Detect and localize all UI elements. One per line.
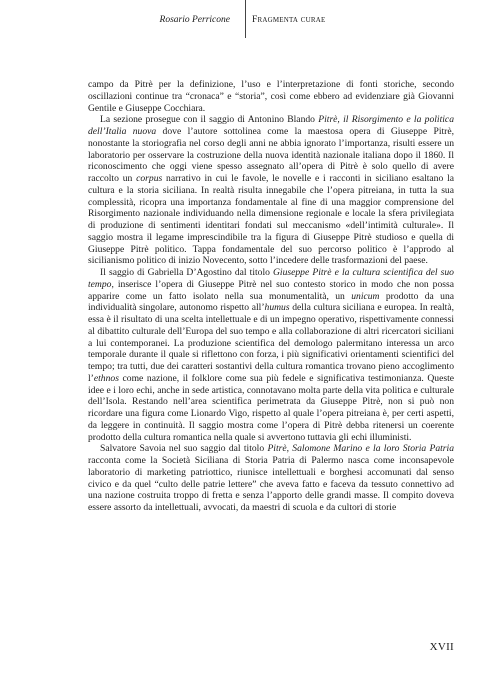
text-run: della cultura siciliana e europea. In realtà, essa è il risultato di una scelta intellettuale e di un impegno operativo, rispettivamente connessi al dibattito culturale dell’Europa del suo tempo e alla collaborazione di altri ricercatori siciliani a lui contemporanei. La produzione scientifica del demologo palermitano interessa un arco temporale durante il quale si riflettono con forza, i più significativi orientamenti scientifici del tempo; tra tutti, due dei caratteri sostantivi della cultura romantica trovano pieno accoglimento l’ [88, 302, 454, 384]
text-run: campo da Pitrè per la definizione, l’uso e l’interpretazione di fonti storiche, secondo oscillazioni continue tra “cronaca” e “storia”, così come ebbero ad evidenziare già Giovanni Gentile e Giuseppe Cocchiara. [88, 79, 454, 114]
header-author: Rosario Perricone [159, 15, 230, 25]
text-run: Il saggio di Gabriella D’Agostino dal titolo [100, 267, 273, 278]
text-run: , inserisce l’opera di Giuseppe Pitrè nel suo contesto storico in modo che non possa apparire come un fatto isolato nella sua monumentalità, un [88, 278, 454, 302]
header-title: Fragmenta curae [252, 15, 326, 25]
page-number: XVII [429, 641, 454, 653]
text-run: narrativo in cui le favole, le novelle e i racconti in siciliano esaltano la cultura e la storia siciliana. In realtà risulta innegabile che l’opera pitreiana, in tutta la sua complessità, ricopra una importanza fondamentale al fine di una maggior comprensione del Risorgimento nazionale individuando nella dimensione regionale e locale la sfera privilegiata di produzione di sentimenti identitari fondati sul meccanismo «dell’intimità culturale». Il saggio mostra il legame imprescindibile tra la figura di Giuseppe Pitrè studioso e quella di Giuseppe Pitrè politico. Tappa fondamentale del suo percorso politico è l’approdo al sicilianismo politico di inizio Novecento, sotto l’incedere delle trasformazioni del paese. [88, 173, 454, 267]
italic-run: Giuseppe Pitrè e la cultura scientifica del suo tempo [88, 267, 454, 290]
running-header [0, 13, 482, 29]
paragraph-4 [88, 443, 454, 514]
body-text [88, 79, 454, 514]
italic-run: ethnos [93, 372, 119, 384]
text-run: La sezione prosegue con il saggio di Antonino Blando [100, 114, 319, 126]
italic-run: humus [264, 302, 290, 314]
paragraph-1 [88, 79, 454, 114]
italic-run: corpus [136, 173, 163, 184]
paragraph-3 [88, 267, 454, 443]
text-run: come nazione, il folklore come sua più fedele e significativa testimonianza. Queste idee e i loro echi, anche in sede artistica, connotavano molta parte della vita politica e culturale dell’Isola. Restando nell’area scientifica perimetrata da Giuseppe Pitrè, non si può non ricordare una figura come Lionardo Vigo, rispetto al quale l’opera pitreiana è, per certi aspetti, da leggere in continuità. Il saggio mostra come l’opera di Pitrè debba ritenersi un coerente prodotto della cultura romantica nella quale si avvertono tuttavia gli echi illuministi. [88, 372, 454, 443]
header-divider [245, 0, 246, 38]
text-run: racconta come la Società Siciliana di Storia Patria di Palermo nasca come inconsapevole laboratorio di marketing patriottico, riunisce intellettuali e borghesi accomunati dal senso civico e da quel “culto delle patrie lettere” che aveva fatto e faceva da tessuto connettivo ad una nazione costruita troppo di fretta e senza l’apporto delle grandi masse. Il compito doveva essere assorto da intellettuali, avvocati, da maestri di scuola e da cultori di storie [88, 455, 454, 513]
text-run: prodotto da una individualità singolare, autonomo rispetto all’ [88, 290, 454, 314]
italic-run: Pitrè, il Risorgimento e la politica dell’Italia nuova [88, 114, 454, 137]
paragraph-2 [88, 114, 454, 267]
italic-run: unicum [351, 290, 380, 302]
text-run: Salvatore Savoia nel suo saggio dal titolo [100, 443, 268, 455]
text-run: dove l’autore sottolinea come la maestosa opera di Giuseppe Pitrè, nonostante la storiografia nel corso degli anni ne abbia ignorato l’importanza, risulti essere un laboratorio per osservare la costruzione della nuova identità nazionale italiana dopo il 1860. Il riconoscimento che oggi viene spesso assegnato all’opera di Pitrè è solo quello di avere raccolto un [88, 126, 454, 184]
italic-run: Pitrè, Salomone Marino e la loro Storia Patria [267, 443, 454, 455]
